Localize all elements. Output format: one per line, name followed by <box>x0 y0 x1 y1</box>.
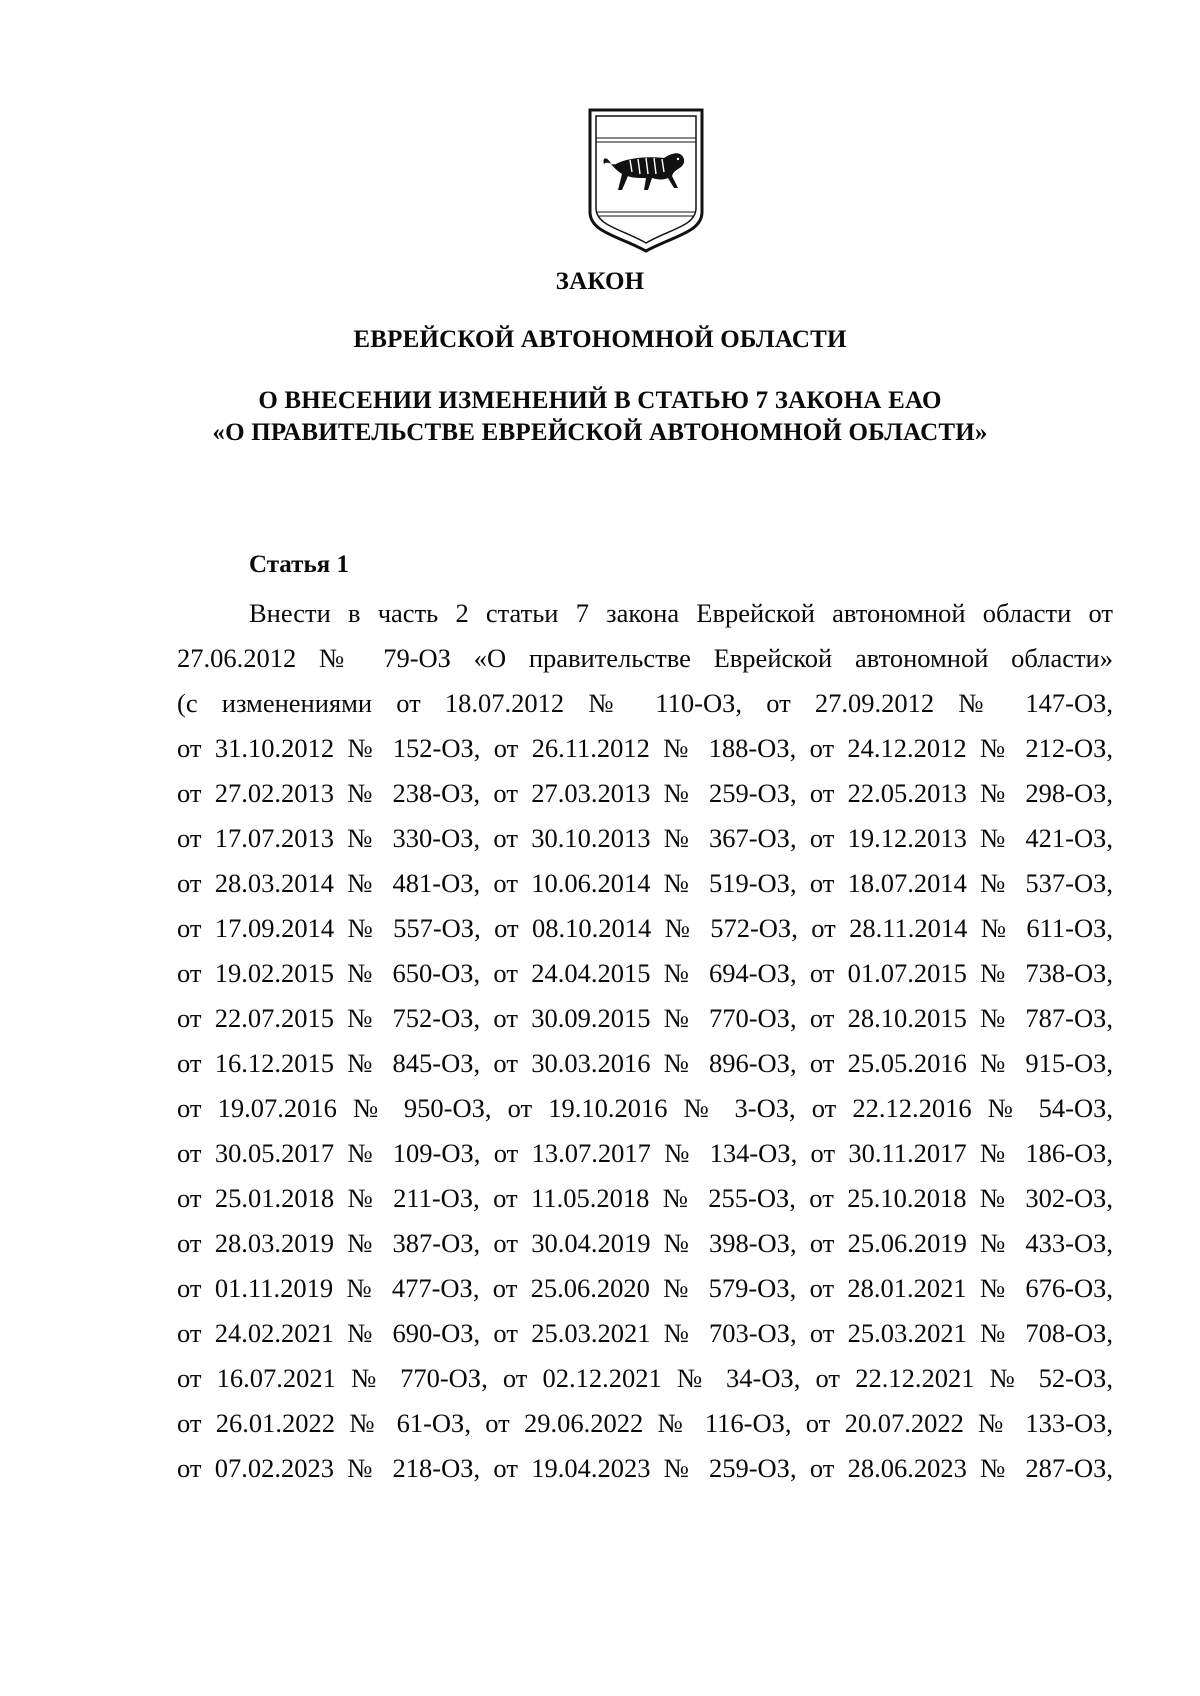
law-subject-line-2: «О ПРАВИТЕЛЬСТВЕ ЕВРЕЙСКОЙ АВТОНОМНОЙ ОБЛАСТИ» <box>212 419 988 446</box>
law-title: ЗАКОН <box>555 268 645 295</box>
body-line: от 22.07.2015 № 752-ОЗ, от 30.09.2015 № 770-ОЗ, от 28.10.2015 № 787-ОЗ, <box>177 1003 1113 1033</box>
body-line: от 31.10.2012 № 152-ОЗ, от 26.11.2012 № 188-ОЗ, от 24.12.2012 № 212-ОЗ, <box>177 733 1113 763</box>
body-line: (с изменениями от 18.07.2012 № 110-ОЗ, от 27.09.2012 № 147-ОЗ, <box>177 688 1113 718</box>
law-subject-line-1: О ВНЕСЕНИИ ИЗМЕНЕНИЙ В СТАТЬЮ 7 ЗАКОНА ЕАО <box>258 387 942 414</box>
body-line: от 07.02.2023 № 218-ОЗ, от 19.04.2023 № 259-ОЗ, от 28.06.2023 № 287-ОЗ, <box>177 1453 1113 1483</box>
body-line: от 28.03.2019 № 387-ОЗ, от 30.04.2019 № 398-ОЗ, от 25.06.2019 № 433-ОЗ, <box>177 1228 1113 1258</box>
body-line: от 24.02.2021 № 690-ОЗ, от 25.03.2021 № 703-ОЗ, от 25.03.2021 № 708-ОЗ, <box>177 1318 1113 1348</box>
body-line: от 17.09.2014 № 557-ОЗ, от 08.10.2014 № 572-ОЗ, от 28.11.2014 № 611-ОЗ, <box>177 913 1113 943</box>
region-name: ЕВРЕЙСКОЙ АВТОНОМНОЙ ОБЛАСТИ <box>353 326 847 353</box>
body-line: от 17.07.2013 № 330-ОЗ, от 30.10.2013 № 367-ОЗ, от 19.12.2013 № 421-ОЗ, <box>177 823 1113 853</box>
body-line: от 26.01.2022 № 61-ОЗ, от 29.06.2022 № 116-ОЗ, от 20.07.2022 № 133-ОЗ, <box>177 1408 1113 1438</box>
body-line: 27.06.2012 № 79-ОЗ «О правительстве Еврейской автономной области» <box>177 643 1113 673</box>
body-line: от 16.12.2015 № 845-ОЗ, от 30.03.2016 № 896-ОЗ, от 25.05.2016 № 915-ОЗ, <box>177 1048 1113 1078</box>
article-title: Статья 1 <box>249 551 349 578</box>
body-line: от 30.05.2017 № 109-ОЗ, от 13.07.2017 № 134-ОЗ, от 30.11.2017 № 186-ОЗ, <box>177 1138 1113 1168</box>
body-line: от 28.03.2014 № 481-ОЗ, от 10.06.2014 № 519-ОЗ, от 18.07.2014 № 537-ОЗ, <box>177 868 1113 898</box>
body-line: от 19.02.2015 № 650-ОЗ, от 24.04.2015 № 694-ОЗ, от 01.07.2015 № 738-ОЗ, <box>177 958 1113 988</box>
body-line: от 01.11.2019 № 477-ОЗ, от 25.06.2020 № 579-ОЗ, от 28.01.2021 № 676-ОЗ, <box>177 1273 1113 1303</box>
body-line: от 25.01.2018 № 211-ОЗ, от 11.05.2018 № 255-ОЗ, от 25.10.2018 № 302-ОЗ, <box>177 1183 1113 1213</box>
body-line: от 27.02.2013 № 238-ОЗ, от 27.03.2013 № 259-ОЗ, от 22.05.2013 № 298-ОЗ, <box>177 778 1113 808</box>
body-line: от 19.07.2016 № 950-ОЗ, от 19.10.2016 № 3-ОЗ, от 22.12.2016 № 54-ОЗ, <box>177 1093 1113 1123</box>
body-line: от 16.07.2021 № 770-ОЗ, от 02.12.2021 № 34-ОЗ, от 22.12.2021 № 52-ОЗ, <box>177 1363 1113 1393</box>
body-line: Внести в часть 2 статьи 7 закона Еврейской автономной области от <box>249 598 1113 628</box>
coat-of-arms-tiger-icon <box>586 108 706 254</box>
